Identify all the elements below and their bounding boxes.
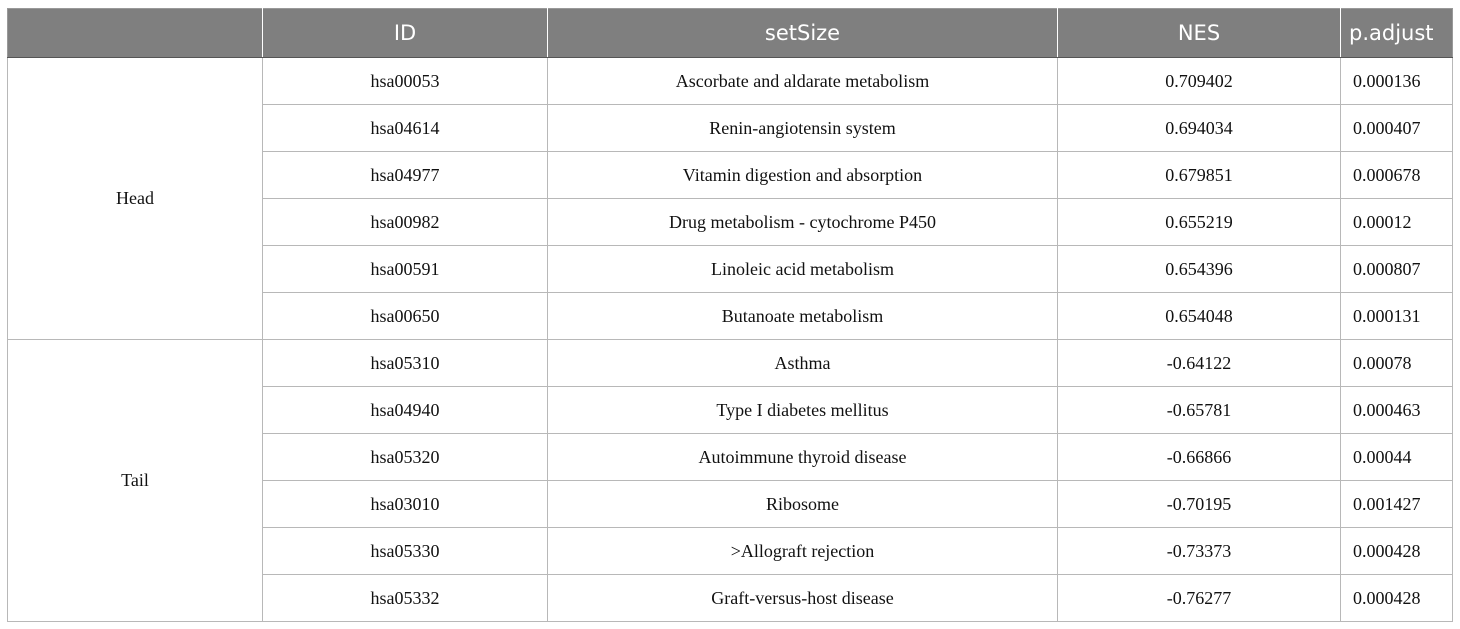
cell-setsize: Renin-angiotensin system — [548, 105, 1058, 152]
cell-id: hsa05330 — [263, 528, 548, 575]
cell-padjust: 0.00044 — [1341, 434, 1453, 481]
cell-nes: -0.73373 — [1058, 528, 1341, 575]
table-row — [8, 58, 1453, 105]
cell-nes: -0.70195 — [1058, 481, 1341, 528]
cell-id: hsa00650 — [263, 293, 548, 340]
header-nes: NES — [1058, 9, 1341, 58]
cell-id: hsa00591 — [263, 246, 548, 293]
cell-setsize: Ascorbate and aldarate metabolism — [548, 58, 1058, 105]
cell-padjust: 0.000807 — [1341, 246, 1453, 293]
cell-nes: 0.654048 — [1058, 293, 1341, 340]
cell-id: hsa00053 — [263, 58, 548, 105]
header-group — [8, 9, 263, 58]
cell-setsize: Linoleic acid metabolism — [548, 246, 1058, 293]
cell-nes: 0.654396 — [1058, 246, 1341, 293]
group-label-head: Head — [8, 58, 263, 340]
cell-setsize: Graft-versus-host disease — [548, 575, 1058, 622]
group-label-tail: Tail — [8, 340, 263, 622]
table-row — [8, 340, 1453, 387]
cell-setsize: Drug metabolism - cytochrome P450 — [548, 199, 1058, 246]
cell-nes: 0.655219 — [1058, 199, 1341, 246]
table-header — [8, 9, 1453, 58]
header-id: ID — [263, 9, 548, 58]
cell-padjust: 0.000136 — [1341, 58, 1453, 105]
cell-setsize: Type I diabetes mellitus — [548, 387, 1058, 434]
header-setsize: setSize — [548, 9, 1058, 58]
cell-padjust: 0.000428 — [1341, 528, 1453, 575]
cell-nes: -0.66866 — [1058, 434, 1341, 481]
cell-setsize: Autoimmune thyroid disease — [548, 434, 1058, 481]
cell-id: hsa00982 — [263, 199, 548, 246]
cell-padjust: 0.001427 — [1341, 481, 1453, 528]
cell-padjust: 0.000131 — [1341, 293, 1453, 340]
cell-setsize: Ribosome — [548, 481, 1058, 528]
cell-id: hsa03010 — [263, 481, 548, 528]
header-row — [8, 9, 1453, 58]
cell-padjust: 0.000407 — [1341, 105, 1453, 152]
results-table — [7, 8, 1453, 622]
cell-padjust: 0.000463 — [1341, 387, 1453, 434]
cell-nes: -0.64122 — [1058, 340, 1341, 387]
cell-padjust: 0.000678 — [1341, 152, 1453, 199]
cell-padjust: 0.00078 — [1341, 340, 1453, 387]
cell-nes: 0.694034 — [1058, 105, 1341, 152]
table-body — [8, 58, 1453, 622]
cell-nes: 0.679851 — [1058, 152, 1341, 199]
cell-nes: -0.76277 — [1058, 575, 1341, 622]
cell-setsize: Asthma — [548, 340, 1058, 387]
cell-nes: 0.709402 — [1058, 58, 1341, 105]
cell-id: hsa05320 — [263, 434, 548, 481]
cell-padjust: 0.000428 — [1341, 575, 1453, 622]
cell-id: hsa05332 — [263, 575, 548, 622]
header-padjust: p.adjust — [1341, 9, 1453, 58]
cell-setsize: >Allograft rejection — [548, 528, 1058, 575]
cell-nes: -0.65781 — [1058, 387, 1341, 434]
cell-id: hsa04977 — [263, 152, 548, 199]
cell-id: hsa04614 — [263, 105, 548, 152]
cell-padjust: 0.00012 — [1341, 199, 1453, 246]
cell-id: hsa05310 — [263, 340, 548, 387]
cell-setsize: Butanoate metabolism — [548, 293, 1058, 340]
cell-id: hsa04940 — [263, 387, 548, 434]
cell-setsize: Vitamin digestion and absorption — [548, 152, 1058, 199]
